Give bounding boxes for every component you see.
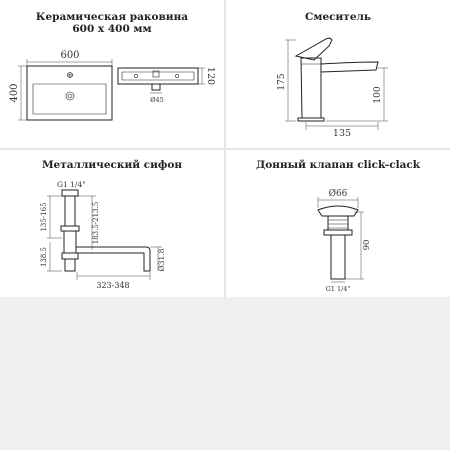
valve-height-label: 90 <box>362 239 372 251</box>
mixer-body <box>301 58 321 118</box>
valve-diameter-label: Ø66 <box>328 189 348 199</box>
empty-area <box>0 297 450 450</box>
valve-thread-label: G1 1/4" <box>325 285 351 293</box>
valve-title: Донный клапан click-clack <box>255 159 421 171</box>
mixer-base <box>298 118 324 121</box>
sink-depth-label: 400 <box>9 83 20 103</box>
mixer-spout-height-label: 100 <box>373 86 383 104</box>
siphon-bottom-cap <box>65 259 75 271</box>
siphon-bottle <box>64 231 76 253</box>
mixer-lever <box>296 38 332 60</box>
siphon-drawing <box>0 150 224 297</box>
sink-panel <box>0 0 224 148</box>
mixer-title: Смеситель <box>304 11 372 23</box>
sink-bowl <box>33 84 106 114</box>
sink-drain-label: Ø45 <box>150 96 164 104</box>
valve-cap <box>318 206 358 216</box>
mixer-spout <box>321 62 378 72</box>
sink-width-label: 600 <box>60 50 80 61</box>
drain-hole <box>66 92 74 100</box>
siphon-panel <box>0 150 224 297</box>
valve-drawing <box>226 150 450 297</box>
siphon-upper-pipe <box>65 196 75 226</box>
siphon-top-nut <box>62 190 78 196</box>
sink-title: Керамическая раковина <box>35 11 189 23</box>
siphon-upper-label: 135-165 <box>40 202 48 232</box>
siphon-title: Металлический сифон <box>41 159 183 171</box>
sink-subtitle: 600 x 400 мм <box>72 23 152 35</box>
sink-side-drain <box>152 84 160 90</box>
siphon-thread-label: G1 1/4" <box>57 180 86 189</box>
valve-tail <box>331 235 345 279</box>
sink-outline <box>27 66 112 120</box>
siphon-pipe-label: Ø31.8 <box>157 248 166 272</box>
siphon-lower-label: 138.5 <box>40 246 48 268</box>
mixer-height-label: 175 <box>277 73 287 91</box>
siphon-outlet-pipe <box>76 247 150 271</box>
siphon-length-label: 323-348 <box>96 281 130 290</box>
mixer-panel <box>226 0 450 148</box>
sink-drawing <box>0 0 224 148</box>
mixer-reach-label: 135 <box>332 128 352 139</box>
sink-side-outline <box>118 68 198 84</box>
valve-panel <box>226 150 450 297</box>
sink-height-label: 120 <box>205 66 216 86</box>
siphon-middle-label: 183.5-213.5 <box>92 201 100 245</box>
mixer-drawing <box>226 0 450 148</box>
